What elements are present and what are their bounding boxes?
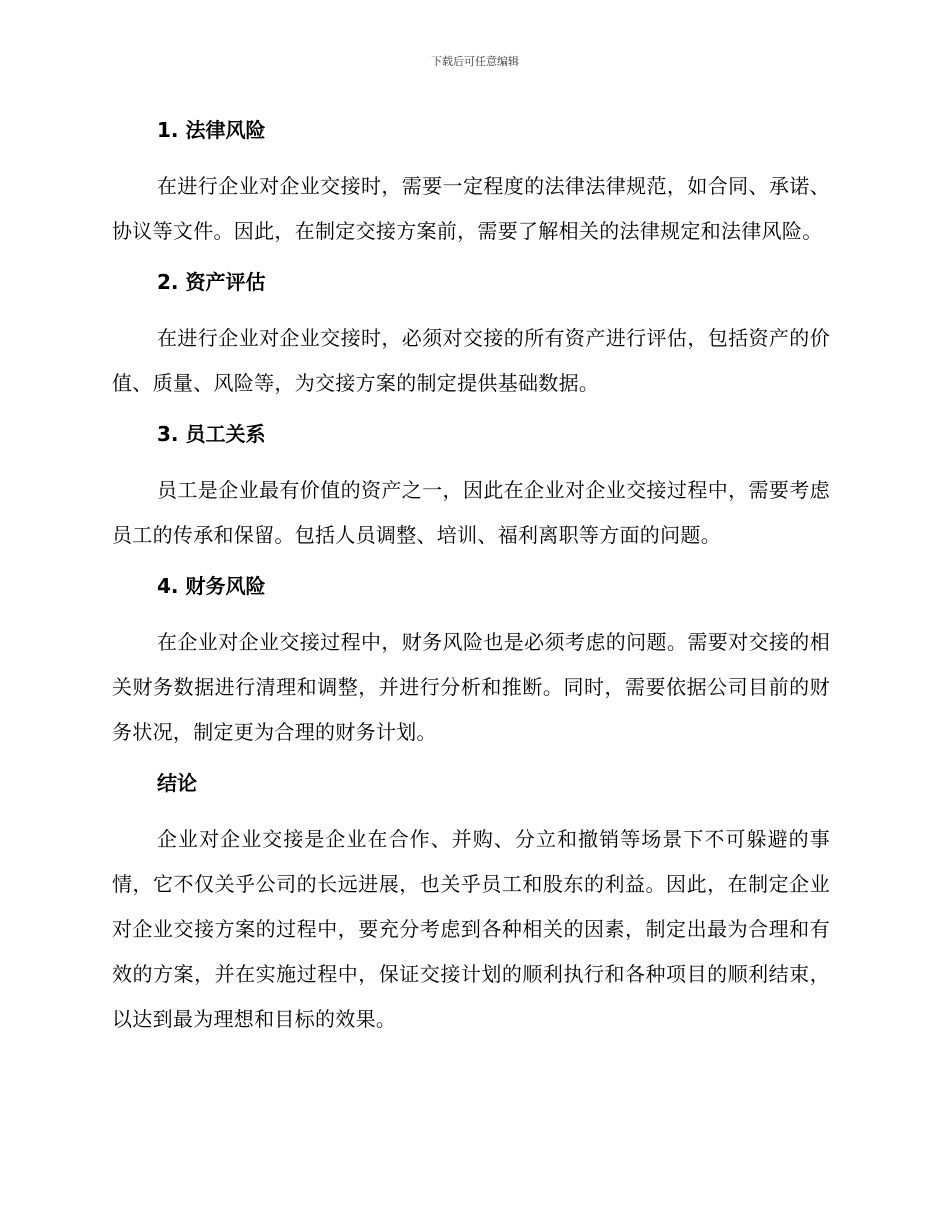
section-body-financial-risk: 在企业对企业交接过程中，财务风险也是必须考虑的问题。需要对交接的相关财务数据进行清理和调整，并进行分析和推断。同时，需要依据公司目前的财务状况，制定更为合理的财务计划。 xyxy=(112,630,830,744)
document-body xyxy=(112,110,830,1042)
section-body-legal-risk: 在进行企业对企业交接时，需要一定程度的法律法律规范，如合同、承诺、协议等文件。因此，在制定交接方案前，需要了解相关的法律规定和法律风险。 xyxy=(112,174,830,243)
section-body-asset-evaluation: 在进行企业对企业交接时，必须对交接的所有资产进行评估，包括资产的价值、质量、风险等，为交接方案的制定提供基础数据。 xyxy=(112,326,830,395)
section-heading-asset-evaluation: 2. 资产评估 xyxy=(157,270,266,294)
section-body-employee-relations: 员工是企业最有价值的资产之一，因此在企业对企业交接过程中，需要考虑员工的传承和保留。包括人员调整、培训、福利离职等方面的问题。 xyxy=(112,478,830,547)
section-heading-legal-risk: 1. 法律风险 xyxy=(157,118,266,142)
section-heading-conclusion: 结论 xyxy=(157,771,197,795)
section-body-conclusion: 企业对企业交接是企业在合作、并购、分立和撤销等场景下不可躲避的事情，它不仅关乎公司的长远进展，也关乎员工和股东的利益。因此，在制定企业对企业交接方案的过程中，要充分考虑到各种相关的因素，制定出最为合理和有效的方案，并在实施过程中，保证交接计划的顺利执行和各种项目的顺利结束，以达到最为理想和目标的效果。 xyxy=(112,827,830,1031)
section-heading-employee-relations: 3. 员工关系 xyxy=(157,422,266,446)
page-header: 下载后可任意编辑 xyxy=(431,55,519,68)
section-heading-financial-risk: 4. 财务风险 xyxy=(157,574,266,598)
